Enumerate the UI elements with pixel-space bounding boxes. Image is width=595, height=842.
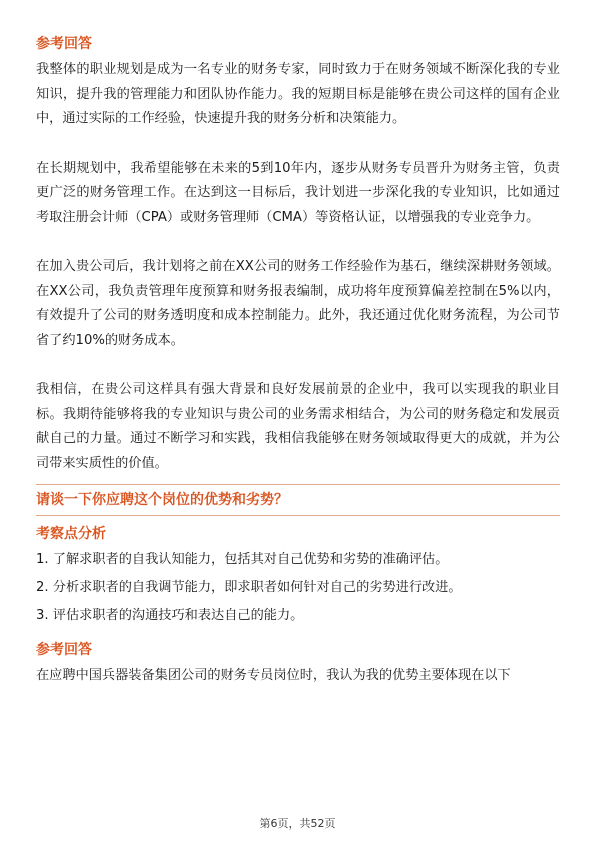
- question-heading: 请谈一下你应聘这个岗位的优势和劣势？: [36, 484, 560, 516]
- analysis-point: 1. 了解求职者的自我认知能力，包括其对自己优势和劣势的准确评估。: [36, 552, 449, 567]
- answer-paragraph: 在加入贵公司后，我计划将之前在XX公司的财务工作经验作为基石，继续深耕财务领域。在XX公司，我负责管理年度预算和财务报表编制，成功将年度预算偏差控制在5%以内，有效提升了公司的财务透明度和成本控制能力。此外，我还通过优化财务流程，为公司节省了约10%的财务成本。: [36, 259, 560, 348]
- analysis-label: 考察点分析: [36, 526, 106, 542]
- analysis-point: 2. 分析求职者的自我调节能力，即求职者如何针对自己的劣势进行改进。: [36, 580, 462, 595]
- page-footer: 第6页，共52页: [259, 817, 336, 830]
- answer-paragraph: 在长期规划中，我希望能够在未来的5到10年内，逐步从财务专员晋升为财务主管，负责更广泛的财务管理工作。在达到这一目标后，我计划进一步深化我的专业知识，比如通过考取注册会计师（CPA）或财务管理师（CMA）等资格认证，以增强我的专业竞争力。: [36, 160, 560, 225]
- analysis-point: 3. 评估求职者的沟通技巧和表达自己的能力。: [36, 608, 304, 623]
- answer-paragraph: 在应聘中国兵器装备集团公司的财务专员岗位时，我认为我的优势主要体现在以下: [36, 668, 511, 683]
- document-page: [36, 34, 560, 689]
- answer-paragraph: 我相信，在贵公司这样具有强大背景和良好发展前景的企业中，我可以实现我的职业目标。我期待能够将我的专业知识与贵公司的业务需求相结合，为公司的财务稳定和发展贡献自己的力量。通过不断学习和实践，我相信我能够在财务领域取得更大的成就，并为公司带来实质性的价值。: [36, 382, 560, 471]
- answer-label: 参考回答: [36, 36, 92, 52]
- answer-label: 参考回答: [36, 642, 92, 658]
- answer-paragraph: 我整体的职业规划是成为一名专业的财务专家，同时致力于在财务领域不断深化我的专业知识，提升我的管理能力和团队协作能力。我的短期目标是能够在贵公司这样的国有企业中，通过实际的工作经验，快速提升我的财务分析和决策能力。: [36, 62, 560, 126]
